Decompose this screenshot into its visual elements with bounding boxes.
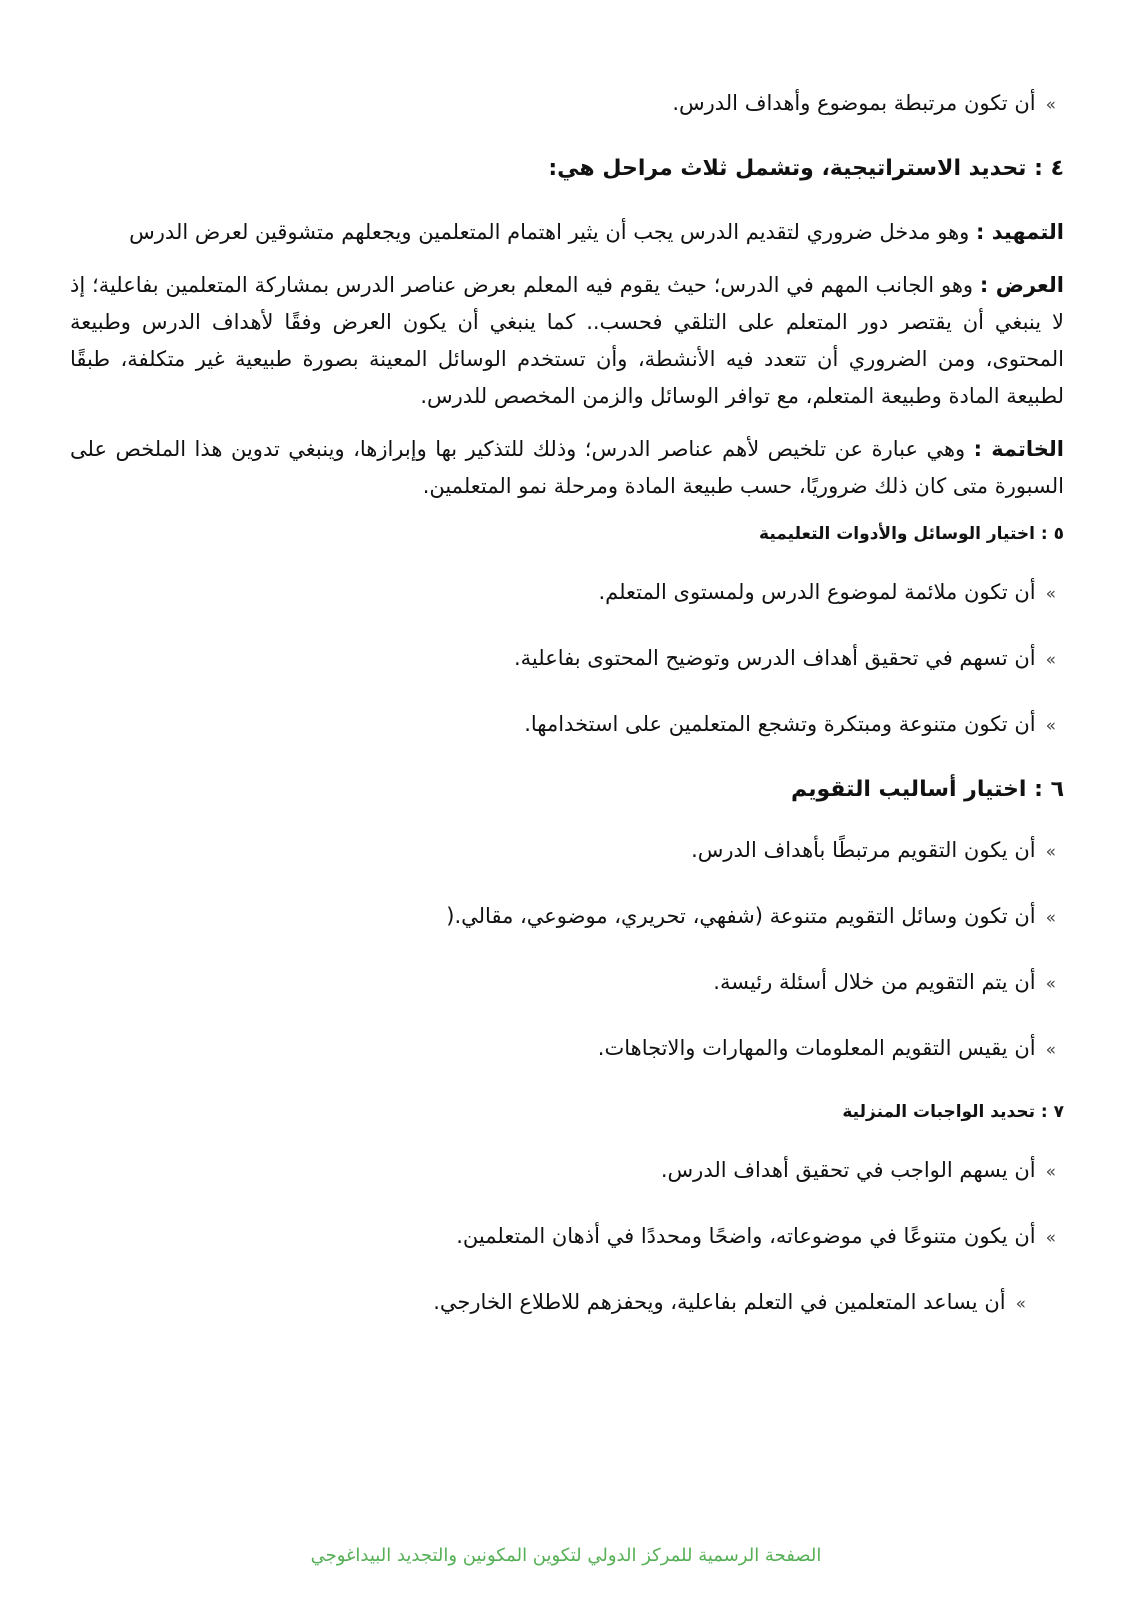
bullet-marker: » (1015, 1294, 1026, 1314)
bullet-marker: » (1045, 1228, 1056, 1248)
term-label: التمهيد : (975, 220, 1064, 244)
list-item: »أن يسهم الواجب في تحقيق أهداف الدرس. (70, 1155, 1064, 1187)
bullet-marker: » (1045, 95, 1056, 115)
list-item: »أن يقيس التقويم المعلومات والمهارات والاتجاهات. (70, 1033, 1064, 1065)
list-item: »أن تكون وسائل التقويم متنوعة (شفهي، تحريري، موضوعي، مقالي.( (70, 901, 1064, 933)
bullet-marker: » (1045, 908, 1056, 928)
list-item: »أن تسهم في تحقيق أهداف الدرس وتوضيح المحتوى بفاعلية. (70, 643, 1064, 675)
bullet-marker: » (1045, 650, 1056, 670)
page-footer: الصفحة الرسمية للمركز الدولي لتكوين المكونين والتجديد البيداغوجي (310, 1545, 822, 1566)
section-heading-5: ٥ : اختيار الوسائل والأدوات التعليمية (759, 524, 1064, 544)
list-item: »أن يتم التقويم من خلال أسئلة رئيسة. (70, 967, 1064, 999)
bullet-marker: » (1045, 584, 1056, 604)
paragraph-introduction: التمهيد : وهو مدخل ضروري لتقديم الدرس يجب أن يثير اهتمام المتعلمين ويجعلهم متشوقين لعرض الدرس (129, 220, 1064, 244)
list-item: »أن يكون متنوعًا في موضوعاته، واضحًا ومحددًا في أذهان المتعلمين. (70, 1221, 1064, 1253)
section-heading-4: ٤ : تحديد الاستراتيجية، وتشمل ثلاث مراحل هي: (548, 156, 1064, 181)
term-label: الخاتمة : (973, 437, 1064, 461)
bullet-marker: » (1045, 974, 1056, 994)
paragraph-conclusion: الخاتمة : وهي عبارة عن تلخيص لأهم عناصر الدرس؛ وذلك للتذكير بها وإبرازها، وينبغي تدوين هذا الملخص على السبورة متى كان ذلك ضروريًا، حسب طبيعة المادة ومرحلة نمو المتعلمين. (70, 437, 1064, 498)
list-item: »أن تكون ملائمة لموضوع الدرس ولمستوى المتعلم. (70, 577, 1064, 609)
bullet-marker: » (1045, 716, 1056, 736)
bullet-marker: » (1045, 842, 1056, 862)
bullet-marker: » (1045, 1040, 1056, 1060)
list-item: »أن تكون مرتبطة بموضوع وأهداف الدرس. (70, 88, 1064, 120)
section-heading-7: ٧ : تحديد الواجبات المنزلية (842, 1102, 1064, 1122)
paragraph-presentation: العرض : وهو الجانب المهم في الدرس؛ حيث يقوم فيه المعلم بعرض عناصر الدرس بمشاركة المتعلمين بفاعلية؛ إذ لا ينبغي أن يقتصر دور المتعلم على التلقي فحسب.. كما ينبغي أن يكون العرض وفقًا لأهداف الدرس وطبيعة المحتوى، ومن الضروري أن تتعدد فيه الأنشطة، وأن تستخدم الوسائل المعينة بصورة طبيعية غير متكلفة، طبقًا لطبيعة المادة وطبيعة المتعلم، مع توافر الوسائل والزمن المخصص للدرس. (70, 273, 1064, 408)
document-body (70, 88, 1064, 1353)
term-label: العرض : (979, 273, 1064, 297)
list-item: »أن يساعد المتعلمين في التعلم بفاعلية، ويحفزهم للاطلاع الخارجي. (70, 1287, 1064, 1319)
section-heading-6: ٦ : اختيار أساليب التقويم (790, 777, 1064, 802)
list-item: »أن يكون التقويم مرتبطًا بأهداف الدرس. (70, 835, 1064, 867)
list-item: »أن تكون متنوعة ومبتكرة وتشجع المتعلمين على استخدامها. (70, 709, 1064, 741)
bullet-marker: » (1045, 1162, 1056, 1182)
